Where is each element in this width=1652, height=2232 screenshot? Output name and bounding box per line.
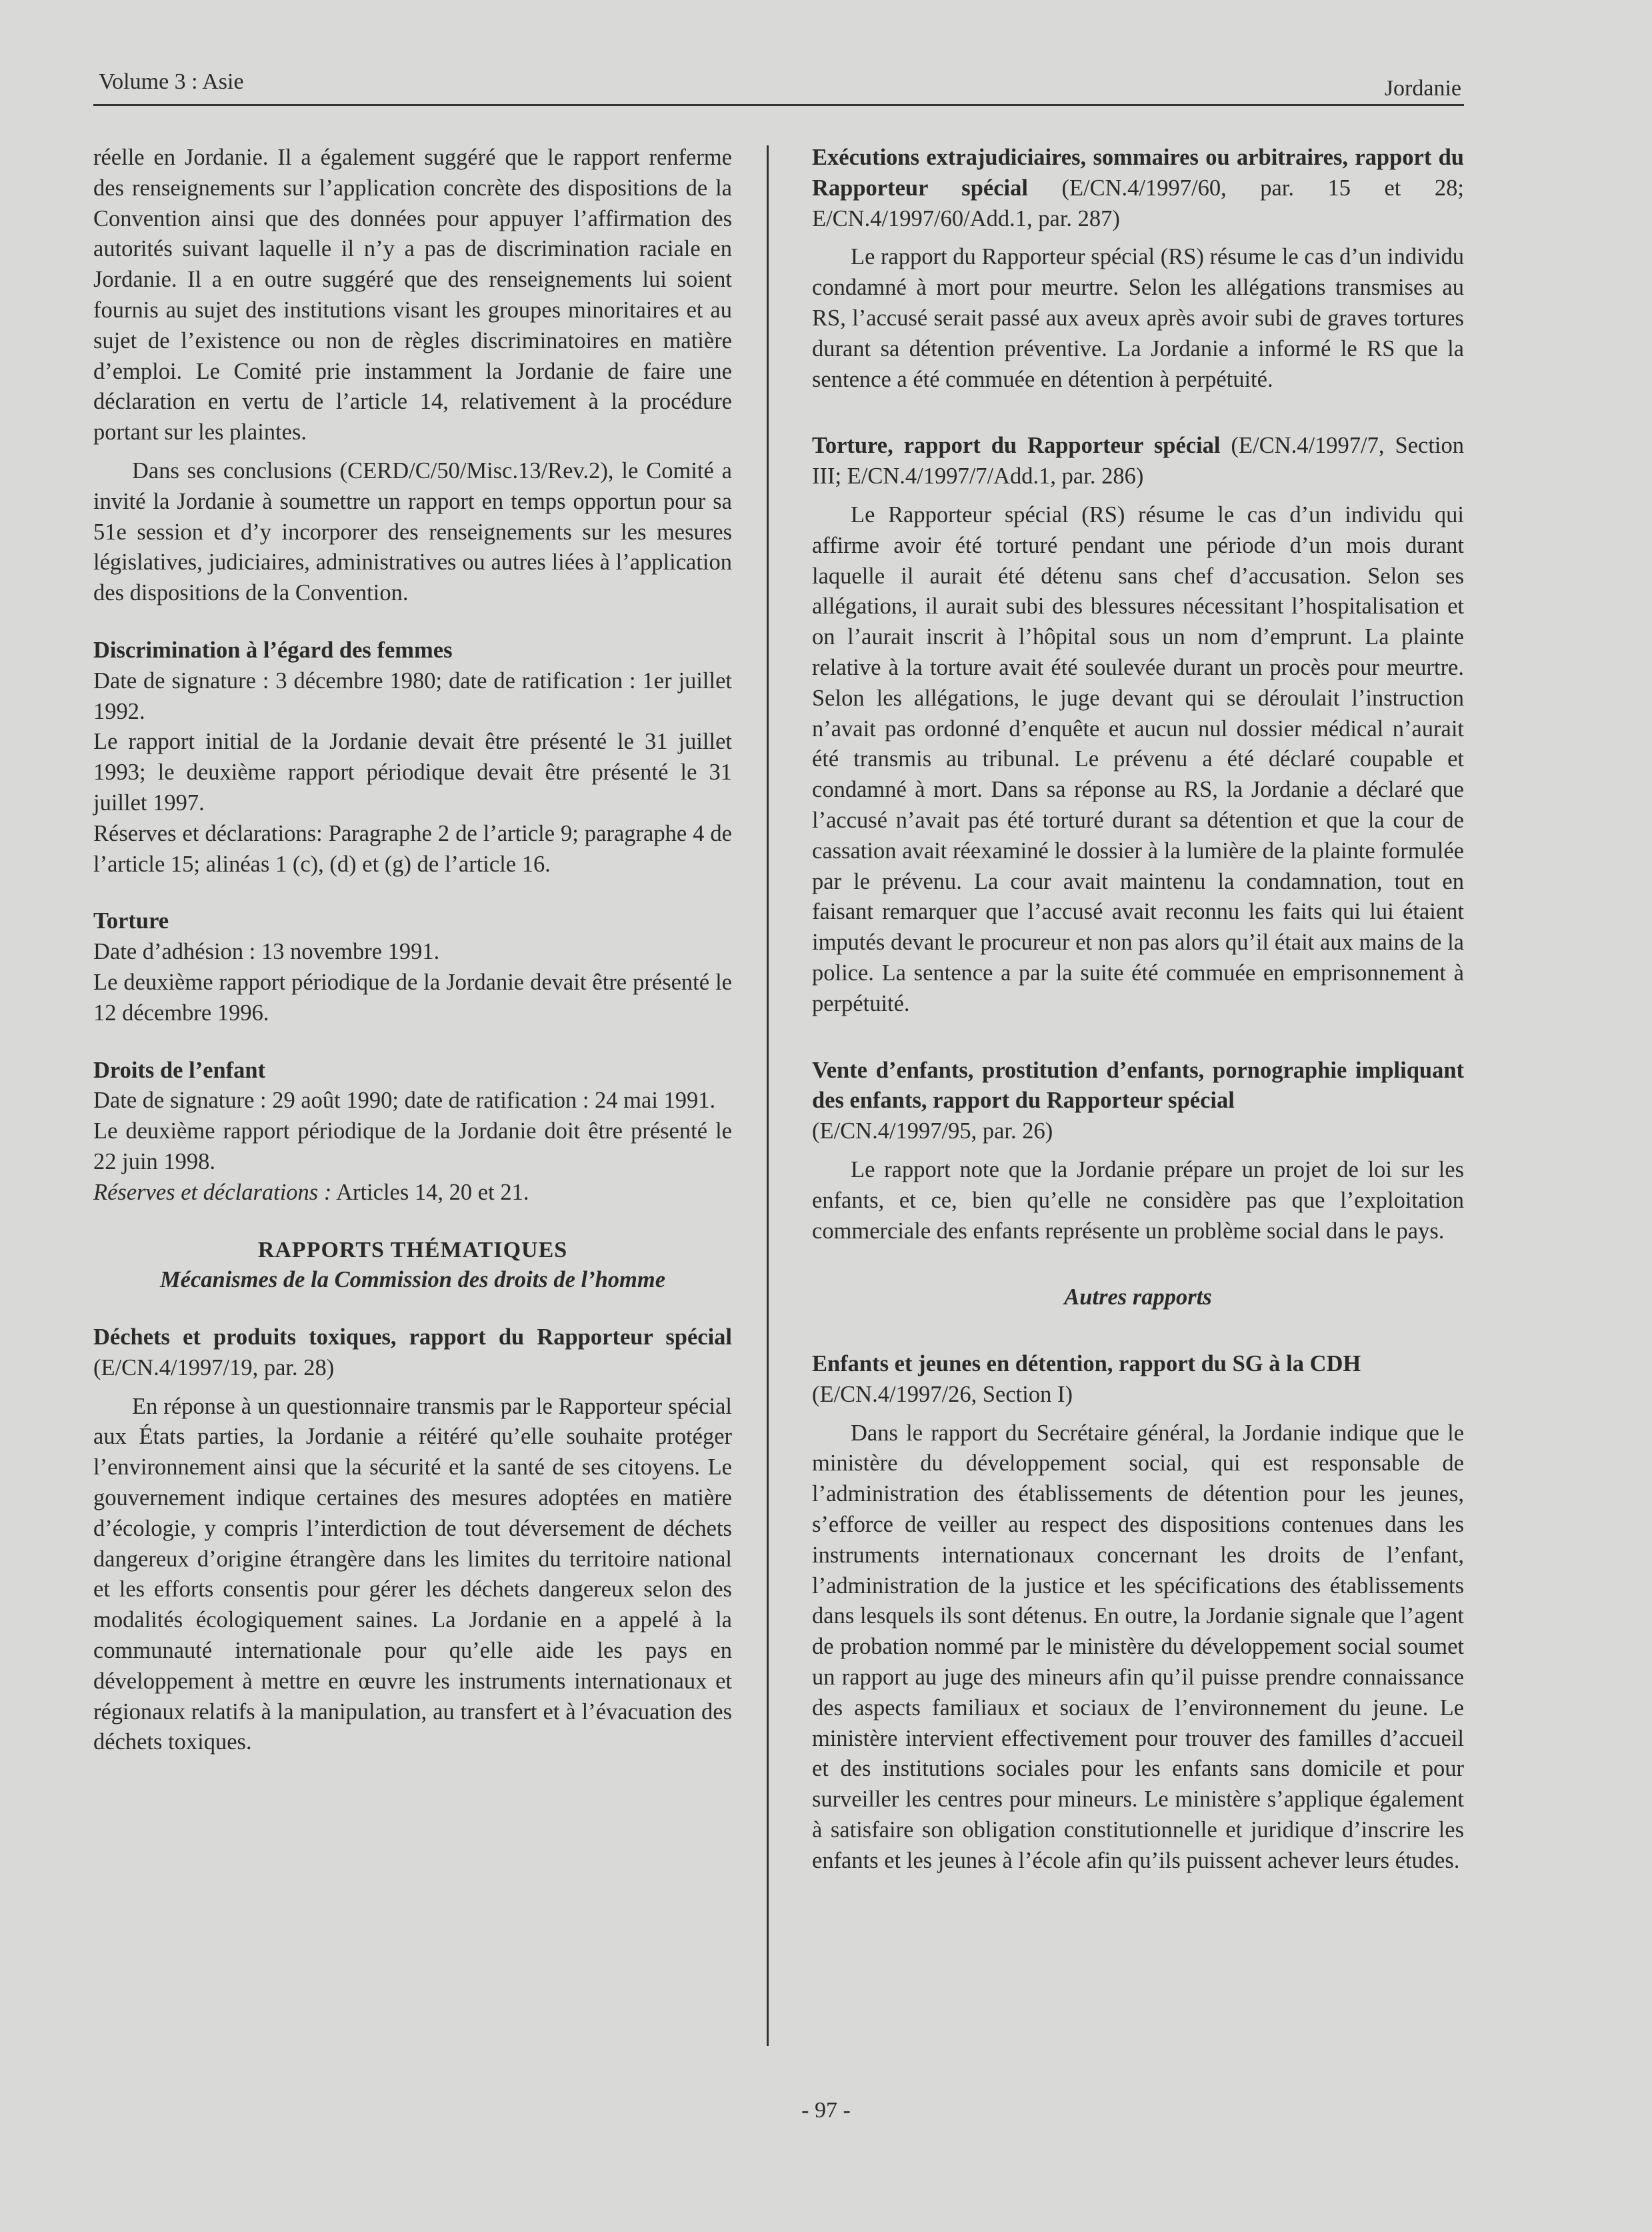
child-reservations-label: Réserves et déclarations : xyxy=(93,1179,332,1205)
torture-accession: Date d’adhésion : 13 novembre 1991. xyxy=(93,939,440,965)
toxic-waste-ref: (E/CN.4/1997/19, par. 28) xyxy=(93,1354,335,1380)
women-reports: Le rapport initial de la Jordanie devait être présenté le 31 juillet 1993; le deuxième rapport périodique devait être présenté le 31 juillet 1997. xyxy=(93,729,732,816)
right-column xyxy=(812,143,1464,1877)
child-reservations-articles: Articles 14, 20 et 21. xyxy=(331,1179,529,1205)
torture-report-due: Le deuxième rapport périodique de la Jordanie devait être présenté le 12 décembre 1996. xyxy=(93,969,732,1026)
thematic-reports-title: RAPPORTS THÉMATIQUES xyxy=(257,1237,568,1262)
torture-report-body: Le Rapporteur spécial (RS) résume le cas d’un individu qui affirme avoir été torturé pendant une période d’un mois durant laquelle il aurait été détenu sans chef d’accusation. Selon ses allégations, il aurait subi des blessures nécessitant l’hospitalisation et on l’aurait inscrit à l’hôpital sous un nom d’emprunt. La plainte relative à la torture avait été soulevée durant un procès pour meurtre. Selon les allégations, le juge devant qui se déroulait l’instruction n’avait pas ordonné d’enquête et aucun nul dossier médical n’aurait été transmis au tribunal. Le prévenu a été déclaré coupable et condamné à mort. Dans sa réponse au RS, la Jordanie a déclaré que l’accusé n’avait pas été torturé durant sa détention et que la cour de cassation avait réexaminé le dossier à la lumière de la plainte formulée par le prévenu. La cour avait maintenu la condamnation, tout en faisant remarquer que l’accusé avait reconnu les faits qui lui étaient imputés devant le procureur et non pas alors qu’il était aux mains de la police. La sentence a par la suite été commuée en emprisonnement à perpétuité. xyxy=(812,501,1464,1016)
mechanisms-subtitle: Mécanismes de la Commission des droits de l’homme xyxy=(159,1267,666,1293)
section-title-sale-children: Vente d’enfants, prostitution d’enfants, pornographie impliquant des enfants, rapport du Rapporteur spécial xyxy=(812,1057,1464,1114)
section-title-toxic-waste xyxy=(93,1322,732,1384)
header-rule xyxy=(93,104,1464,106)
section-title-detention: Enfants et jeunes en détention, rapport du SG à la CDH xyxy=(812,1351,1361,1377)
sale-children-ref: (E/CN.4/1997/95, par. 26) xyxy=(812,1118,1053,1144)
women-reservations: Réserves et déclarations: Paragraphe 2 de l’article 9; paragraphe 4 de l’article 15; alinéas 1 (c), (d) et (g) de l’article 16. xyxy=(93,820,732,877)
torture-report-title: Torture, rapport du Rapporteur spécial xyxy=(812,433,1221,459)
toxic-waste-title: Déchets et produits toxiques, rapport du Rapporteur spécial xyxy=(93,1324,732,1350)
left-column xyxy=(93,143,732,1758)
toxic-waste-body: En réponse à un questionnaire transmis par le Rapporteur spécial aux États parties, la Jordanie a réitéré qu’elle souhaite protéger l’environnement ainsi que la sécurité et la santé de ses citoyens. Le gouvernement indique certaines des mesures adoptées en matière d’écologie, y compris l’interdiction de tout déversement de déchets dangereux d’origine étrangère dans les limites du territoire national et les efforts consentis pour gérer les déchets dangereux selon des modalités écologiquement saines. La Jordanie en a appelé à la communauté internationale pour qu’elle aide les pays en développement à mettre en œuvre les instruments internationaux et régionaux relatifs à la manipulation, au transfert et à l’évacuation des déchets toxiques. xyxy=(93,1393,732,1755)
section-title-child-rights: Droits de l’enfant xyxy=(93,1057,266,1083)
paragraph-cerd-suggestions: réelle en Jordanie. Il a également suggéré que le rapport renferme des renseignements sur l’application concrète des dispositions de la Convention ainsi que des données pour appuyer l’affirmation des autorités suivant laquelle il n’y a pas de discrimination raciale en Jordanie. Il a en outre suggéré que des renseignements lui soient fournis au sujet des institutions visant les groupes minoritaires et au sujet de l’existence ou non de règles discriminatoires en matière d’emploi. Le Comité prie instamment la Jordanie de faire une déclaration en vertu de l’article 14, relativement à la procédure portant sur les plaintes. xyxy=(93,145,732,445)
detention-body: Dans le rapport du Secrétaire général, la Jordanie indique que le ministère du développement social, qui est responsable de l’administration des établissements de détention pour les jeunes, s’efforce de veiller au respect des dispositions contenues dans les instruments internationaux concernant les droits de l’enfant, l’administration de la justice et les spécifications des établissements dans lesquels ils sont détenus. En outre, la Jordanie signale que l’agent de probation nommé par le ministère du développement social soumet un rapport au juge des mineurs afin qu’il puisse prendre connaissance des aspects familiaux et sociaux de l’environnement du jeune. Le ministère intervient effectivement pour trouver des familles d’accueil et des institutions sociales pour les enfants sans domicile et pour surveiller les centres pour mineurs. Le ministère s’applique également à satisfaire son obligation constitutionnelle et juridique d’inscrire les enfants et les jeunes à l’école afin qu’ils puissent achever leurs études. xyxy=(812,1420,1464,1873)
running-header-country: Jordanie xyxy=(1384,76,1461,101)
section-title-women: Discrimination à l’égard des femmes xyxy=(93,637,453,663)
detention-ref: (E/CN.4/1997/26, Section I) xyxy=(812,1381,1073,1407)
sale-children-body: Le rapport note que la Jordanie prépare un projet de loi sur les enfants, et ce, bien qu’elle ne considère pas que l’exploitation commerciale des enfants représente un problème social dans le pays. xyxy=(812,1156,1464,1244)
executions-ref: (E/CN.4/1997/60, par. 15 et 28; E/CN.4/1997/60/Add.1, par. 287) xyxy=(812,175,1464,231)
torture-report-ref: (E/CN.4/1997/7, Section III; E/CN.4/1997/7/Add.1, par. 286) xyxy=(812,433,1464,489)
child-reservations xyxy=(93,1178,732,1208)
child-report-due: Le deuxième rapport périodique de la Jordanie doit être présenté le 22 juin 1998. xyxy=(93,1118,732,1174)
other-reports-title: Autres rapports xyxy=(1064,1284,1212,1310)
column-divider xyxy=(767,145,769,2046)
section-title-executions xyxy=(812,143,1464,234)
executions-body: Le rapport du Rapporteur spécial (RS) résume le cas d’un individu condamné à mort pour meurtre. Selon les allégations transmises au RS, l’accusé serait passé aux aveux après avoir subi de graves tortures durant sa détention préventive. La Jordanie a informé le RS que la sentence a été commuée en détention à perpétuité. xyxy=(812,244,1464,392)
women-dates: Date de signature : 3 décembre 1980; date de ratification : 1er juillet 1992. xyxy=(93,668,732,724)
section-title-torture: Torture xyxy=(93,908,169,934)
paragraph-cerd-conclusions: Dans ses conclusions (CERD/C/50/Misc.13/Rev.2), le Comité a invité la Jordanie à soumettre un rapport en temps opportun pour sa 51e session et d’y incorporer des renseignements sur les mesures législatives, judiciaires, administratives ou autres liées à l’application des dispositions de la Convention. xyxy=(93,457,732,606)
page-number: - 97 - xyxy=(801,2098,851,2123)
section-title-torture-report xyxy=(812,431,1464,492)
executions-title: Exécutions extrajudiciaires, sommaires ou arbitraires, rapport du Rapporteur spécial xyxy=(812,145,1464,201)
child-dates: Date de signature : 29 août 1990; date de ratification : 24 mai 1991. xyxy=(93,1088,716,1114)
running-header-volume: Volume 3 : Asie xyxy=(99,69,244,94)
